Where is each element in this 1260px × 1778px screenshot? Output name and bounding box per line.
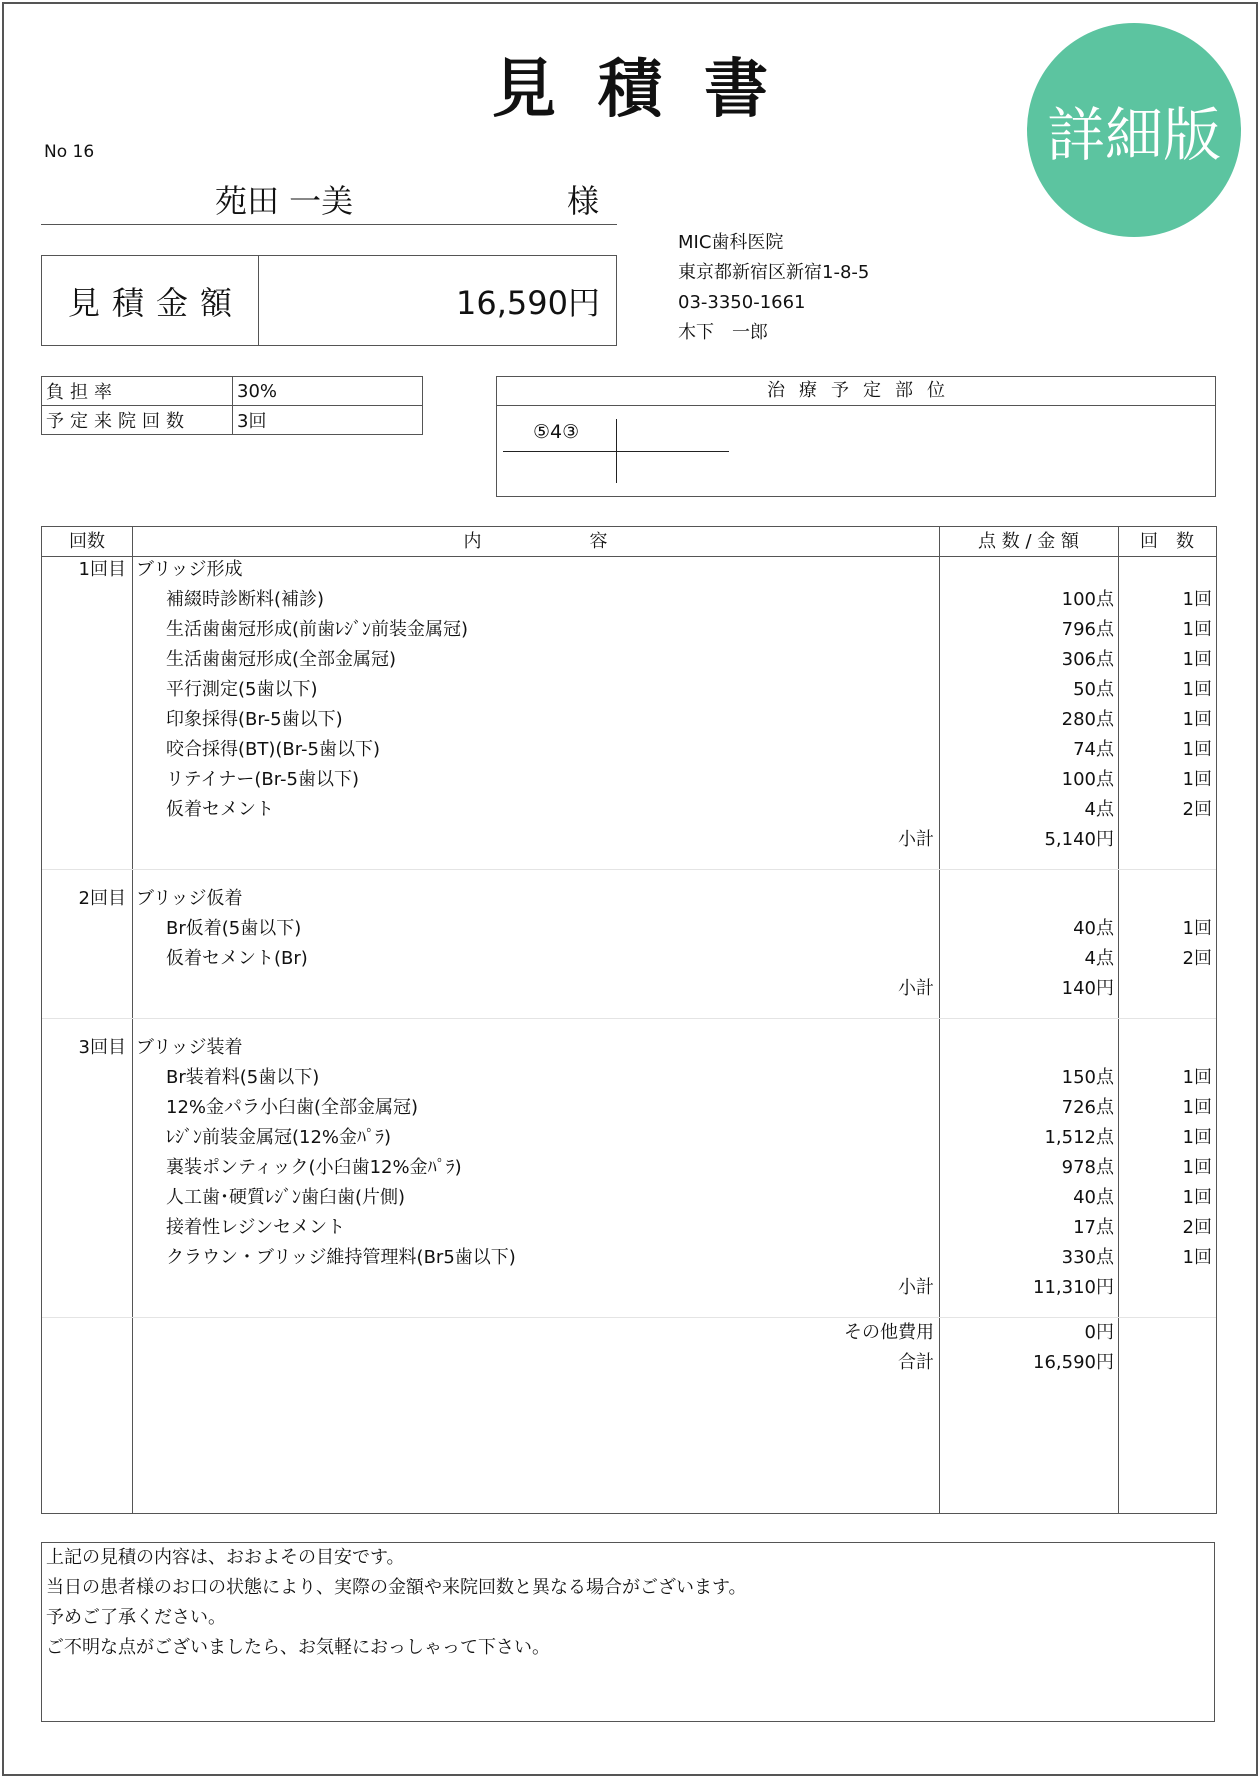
item-points: 726点 (1061, 1097, 1114, 1118)
note-line: ご不明な点がございましたら、お気軽におっしゃって下さい。 (46, 1637, 550, 1658)
item-name: 咬合採得(BT)(Br-5歯以下) (166, 739, 380, 760)
clinic-info (678, 228, 869, 348)
note-line: 当日の患者様のお口の状態により、実際の金額や来院回数と異なる場合がございます。 (46, 1577, 747, 1598)
subtotal-label: 小計 (898, 829, 934, 850)
header-content: 内 容 (463, 531, 608, 552)
item-name: 印象採得(Br-5歯以下) (166, 709, 343, 730)
total-label: 合計 (898, 1352, 934, 1373)
item-name: 仮着セメント(Br) (166, 948, 308, 969)
visit-number: 1回目 (78, 559, 126, 580)
subtotal-value: 5,140円 (1044, 829, 1114, 850)
item-times: 2回 (1182, 799, 1212, 820)
column-divider (132, 527, 133, 1513)
table-row (42, 377, 423, 406)
column-divider (939, 527, 940, 1513)
section-divider (42, 1317, 1216, 1318)
other-cost-label: その他費用 (844, 1322, 934, 1343)
treatment-site-box (496, 376, 1216, 497)
item-times: 1回 (1182, 1247, 1212, 1268)
visit-count-value: 3回 (233, 406, 423, 435)
item-name: 補綴時診断料(補診) (166, 589, 325, 610)
table-header (42, 527, 1216, 557)
item-times: 1回 (1182, 619, 1212, 640)
item-points: 40点 (1073, 1187, 1114, 1208)
item-name: リテイナー(Br-5歯以下) (166, 769, 359, 790)
item-times: 1回 (1182, 739, 1212, 760)
tooth-chart-vertical-line (616, 419, 617, 483)
item-times: 1回 (1182, 709, 1212, 730)
notes-box (41, 1542, 1215, 1722)
header-visit: 回数 (69, 531, 105, 552)
note-line: 上記の見積の内容は、おおよその目安です。 (46, 1547, 405, 1568)
estimate-amount-value: 16,590円 (456, 283, 600, 322)
item-name: Br装着料(5歯以下) (166, 1067, 320, 1088)
item-points: 100点 (1061, 769, 1114, 790)
item-name: Br仮着(5歯以下) (166, 918, 302, 939)
treatment-table (41, 526, 1217, 1514)
header-count: 回 数 (1140, 531, 1194, 552)
note-line: 予めご了承ください。 (46, 1607, 226, 1628)
item-points: 978点 (1061, 1157, 1114, 1178)
header-amount: 点 数 / 金 額 (978, 531, 1079, 552)
visit-number: 2回目 (78, 888, 126, 909)
clinic-phone: 03-3350-1661 (678, 292, 806, 313)
total-value: 16,590円 (1033, 1352, 1114, 1373)
document-number: No 16 (44, 142, 95, 162)
item-times: 1回 (1182, 649, 1212, 670)
item-times: 2回 (1182, 948, 1212, 969)
item-points: 74点 (1073, 739, 1114, 760)
item-name: 12%金パラ小臼歯(全部金属冠) (166, 1097, 419, 1118)
item-name: 平行測定(5歯以下) (166, 679, 318, 700)
item-name: 生活歯歯冠形成(全部金属冠) (166, 649, 397, 670)
item-points: 50点 (1073, 679, 1114, 700)
item-name: 生活歯歯冠形成(前歯ﾚｼﾞﾝ前装金属冠) (166, 619, 469, 640)
visit-title: ブリッジ形成 (136, 559, 243, 580)
visit-number: 3回目 (78, 1037, 126, 1058)
item-times: 1回 (1182, 1127, 1212, 1148)
item-times: 1回 (1182, 918, 1212, 939)
visit-title: ブリッジ装着 (136, 1037, 243, 1058)
other-cost-value: 0円 (1084, 1322, 1114, 1343)
item-points: 330点 (1061, 1247, 1114, 1268)
clinic-name: MIC歯科医院 (678, 232, 784, 253)
item-points: 40点 (1073, 918, 1114, 939)
detail-badge: 詳細版 (1027, 23, 1241, 237)
item-times: 1回 (1182, 679, 1212, 700)
recipient-line (41, 172, 617, 225)
item-name: クラウン・ブリッジ維持管理料(Br5歯以下) (166, 1247, 516, 1268)
item-points: 4点 (1084, 799, 1114, 820)
item-times: 1回 (1182, 1157, 1212, 1178)
item-points: 280点 (1061, 709, 1114, 730)
table-row (42, 406, 423, 435)
burden-rate-value: 30% (233, 377, 423, 406)
item-points: 796点 (1061, 619, 1114, 640)
item-times: 1回 (1182, 769, 1212, 790)
estimate-amount-box (41, 255, 617, 346)
recipient-name: 苑田 一美 (215, 182, 354, 220)
section-divider (42, 1018, 1216, 1019)
item-points: 306点 (1061, 649, 1114, 670)
estimate-amount-label: 見積金額 (42, 256, 259, 345)
item-name: ﾚｼﾞﾝ前装金属冠(12%金ﾊﾟﾗ) (166, 1127, 392, 1148)
subtotal-label: 小計 (898, 1277, 934, 1298)
item-times: 1回 (1182, 1097, 1212, 1118)
section-divider (42, 869, 1216, 870)
clinic-doctor: 木下 一郎 (678, 322, 768, 343)
item-times: 1回 (1182, 1187, 1212, 1208)
item-points: 17点 (1073, 1217, 1114, 1238)
item-points: 1,512点 (1044, 1127, 1114, 1148)
tooth-chart-teeth: ⑤4③ (533, 421, 580, 443)
item-times: 2回 (1182, 1217, 1212, 1238)
subtotal-label: 小計 (898, 978, 934, 999)
item-name: 仮着セメント (166, 799, 274, 820)
clinic-address: 東京都新宿区新宿1-8-5 (678, 262, 870, 283)
subtotal-value: 11,310円 (1033, 1277, 1114, 1298)
visit-title: ブリッジ仮着 (136, 888, 243, 909)
item-points: 4点 (1084, 948, 1114, 969)
visit-count-label: 予定来院回数 (42, 406, 233, 435)
treatment-site-header: 治療予定部位 (497, 377, 1215, 406)
document-title: 見積書 (492, 53, 810, 127)
item-name: 人工歯･硬質ﾚｼﾞﾝ歯臼歯(片側) (166, 1187, 406, 1208)
item-times: 1回 (1182, 1067, 1212, 1088)
item-name: 裏装ポンティック(小臼歯12%金ﾊﾟﾗ) (166, 1157, 462, 1178)
item-points: 150点 (1061, 1067, 1114, 1088)
subtotal-value: 140円 (1061, 978, 1114, 999)
item-points: 100点 (1061, 589, 1114, 610)
patient-info-table (41, 376, 423, 435)
burden-rate-label: 負担率 (42, 377, 233, 406)
column-divider (1118, 527, 1119, 1513)
item-times: 1回 (1182, 589, 1212, 610)
item-name: 接着性レジンセメント (166, 1217, 346, 1238)
honorific: 様 (566, 182, 599, 220)
